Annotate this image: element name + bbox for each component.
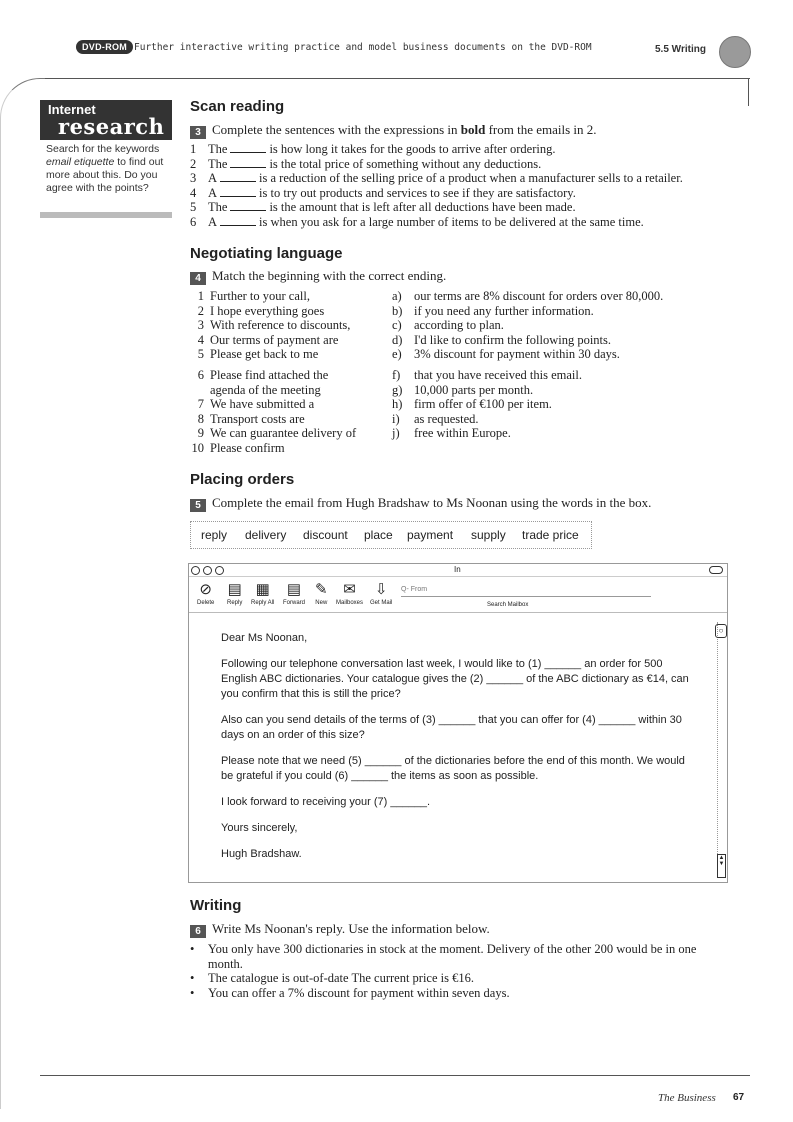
exercise-5-instruction bbox=[190, 495, 651, 512]
match-left: We can guarantee delivery of bbox=[210, 426, 357, 441]
writing-heading: Writing bbox=[190, 897, 242, 914]
bullet-icon: • bbox=[190, 942, 195, 956]
tool-label: Mailboxes bbox=[336, 600, 364, 606]
item-start: A bbox=[208, 214, 218, 229]
match-left: With reference to discounts, bbox=[210, 318, 351, 333]
match-right: I'd like to confirm the following points. bbox=[414, 332, 612, 347]
item-number: 2 bbox=[190, 156, 197, 171]
mailboxes-icon: ✉ bbox=[343, 581, 356, 598]
match-left: Please find attached the bbox=[210, 368, 329, 382]
item-start: The bbox=[208, 142, 228, 156]
match-letter: d) bbox=[392, 332, 403, 347]
match-number: 5 bbox=[197, 347, 204, 362]
email-window bbox=[188, 563, 728, 883]
item-number: 6 bbox=[190, 214, 197, 229]
exercise-3-instruction bbox=[190, 122, 597, 139]
forward-button[interactable] bbox=[283, 580, 305, 606]
reply-button[interactable] bbox=[227, 580, 242, 606]
toolbar-toggle-icon[interactable] bbox=[709, 566, 723, 574]
internet-research-text bbox=[46, 143, 168, 195]
match-number: 1 bbox=[197, 289, 204, 303]
match-row bbox=[180, 318, 663, 333]
scroll-up-icon[interactable]: ○ bbox=[715, 624, 727, 638]
match-letter: f) bbox=[392, 368, 401, 382]
match-group-2 bbox=[180, 368, 582, 456]
sidebar-strip bbox=[40, 212, 172, 218]
window-title: In bbox=[454, 565, 461, 574]
match-number: 3 bbox=[197, 318, 204, 333]
match-right: firm offer of €100 per item. bbox=[414, 397, 552, 412]
scroll-arrows-icon[interactable]: ▲ ▼ bbox=[717, 854, 726, 878]
item-text: is how long it takes for the goods to arrive after ordering. bbox=[269, 142, 556, 156]
match-right: 10,000 parts per month. bbox=[414, 382, 534, 397]
list-item bbox=[190, 200, 683, 215]
match-left: I hope everything goes bbox=[210, 303, 325, 318]
match-row bbox=[180, 347, 663, 362]
writing-bullets bbox=[190, 942, 730, 1000]
bullet-text: You can offer a 7% discount for payment within seven days. bbox=[208, 985, 510, 1000]
word-item: reply bbox=[201, 528, 228, 542]
match-row bbox=[180, 289, 663, 304]
item-start: A bbox=[208, 185, 218, 200]
item-text: is the total price of something without any deductions. bbox=[269, 156, 542, 171]
reply-all-icon: ▦ bbox=[255, 581, 270, 598]
negotiating-heading: Negotiating language bbox=[190, 245, 343, 262]
match-left: Our terms of payment are bbox=[210, 332, 339, 347]
list-item bbox=[190, 142, 683, 157]
email-salutation: Dear Ms Noonan, bbox=[221, 632, 308, 644]
word-item: delivery bbox=[245, 528, 287, 542]
bullet-text: The catalogue is out-of-date The current price is €16. bbox=[208, 971, 474, 986]
exercise-6-instruction bbox=[190, 921, 490, 938]
search-mailbox-input[interactable]: Q- From bbox=[401, 586, 651, 597]
item-text: is the amount that is left after all deductions have been made. bbox=[269, 200, 576, 215]
get-mail-button[interactable] bbox=[370, 580, 392, 606]
minimize-window-icon[interactable] bbox=[203, 566, 212, 575]
page-number: 67 bbox=[733, 1092, 745, 1103]
match-row bbox=[180, 412, 582, 427]
match-number: 7 bbox=[197, 397, 204, 412]
bottom-rule bbox=[40, 1075, 750, 1076]
bullet-item bbox=[190, 942, 730, 971]
email-paragraph: Also can you send details of the terms of (3) ______ that you can offer for (4) ______ within 30 days on an order of this size? bbox=[221, 714, 682, 741]
tool-label: Delete bbox=[197, 600, 215, 606]
match-left: Please get back to me bbox=[210, 347, 319, 362]
match-right: according to plan. bbox=[414, 318, 504, 333]
placing-orders-heading: Placing orders bbox=[190, 471, 295, 488]
tool-label: Get Mail bbox=[370, 600, 393, 606]
match-letter: i) bbox=[392, 411, 400, 426]
page-margin-curve bbox=[0, 78, 45, 1109]
word-item: payment bbox=[407, 528, 454, 542]
exercise-4-instruction bbox=[190, 268, 446, 285]
sidebar-keyword: email etiquette bbox=[46, 156, 115, 168]
match-right: our terms are 8% discount for orders over 80,000. bbox=[414, 289, 664, 303]
match-row bbox=[180, 441, 582, 456]
match-number: 6 bbox=[197, 368, 204, 382]
answer-blank[interactable] bbox=[230, 157, 266, 168]
tool-label: Reply bbox=[227, 600, 243, 606]
answer-blank[interactable] bbox=[220, 186, 256, 197]
match-right: if you need any further information. bbox=[414, 303, 594, 318]
match-number: 8 bbox=[197, 411, 204, 426]
list-item bbox=[190, 157, 683, 172]
tool-label: Reply All bbox=[251, 600, 275, 606]
match-left: Please confirm bbox=[210, 440, 285, 455]
forward-icon: ▤ bbox=[286, 581, 302, 598]
close-window-icon[interactable] bbox=[191, 566, 200, 575]
item-start: The bbox=[208, 200, 228, 215]
list-item bbox=[190, 186, 683, 201]
instr-pre: Complete the sentences with the expressions in bbox=[212, 122, 461, 137]
match-row bbox=[180, 426, 582, 441]
instr-text: Write Ms Noonan's reply. Use the information below. bbox=[212, 921, 490, 936]
tool-label: Forward bbox=[283, 600, 306, 606]
word-item: discount bbox=[303, 528, 348, 542]
item-number: 4 bbox=[190, 185, 197, 200]
list-item bbox=[190, 215, 683, 230]
match-letter: c) bbox=[392, 318, 402, 333]
exercise-number: 5 bbox=[190, 499, 206, 512]
bullet-text: You only have 300 dictionaries in stock at the moment. Delivery of the other 200 would be in one month. bbox=[207, 942, 697, 971]
internet-research-title-top: Internet bbox=[48, 102, 96, 117]
match-right: as requested. bbox=[414, 411, 479, 426]
match-row bbox=[180, 333, 663, 348]
match-number: 4 bbox=[197, 332, 204, 347]
email-paragraph: Following our telephone conversation last week, I would like to (1) ______ an order for 500 English ABC dictionaries. Your catalogue gives the (2) ______ of the ABC dictionary as €14, can you confirm that this is still the price? bbox=[221, 658, 689, 700]
email-body bbox=[221, 631, 691, 873]
instr-text: Match the beginning with the correct ending. bbox=[212, 268, 447, 283]
match-row bbox=[180, 383, 582, 398]
word-item: trade price bbox=[522, 528, 579, 542]
sidebar-text-3: to find out more about this. Do you agree with the points? bbox=[46, 156, 164, 194]
bullet-item bbox=[190, 986, 730, 1001]
email-closing: Yours sincerely, bbox=[221, 822, 298, 834]
bullet-icon: • bbox=[190, 971, 195, 986]
reply-all-button[interactable] bbox=[251, 580, 274, 606]
bullet-icon: • bbox=[190, 985, 195, 1000]
scrollbar[interactable] bbox=[717, 622, 724, 874]
right-rule bbox=[748, 78, 749, 106]
email-paragraph: I look forward to receiving your (7) ______. bbox=[221, 796, 431, 808]
email-signature: Hugh Bradshaw. bbox=[221, 848, 302, 860]
delete-button[interactable] bbox=[197, 580, 214, 606]
email-paragraph: Please note that we need (5) ______ of the dictionaries before the end of this month. We would be grateful if you could (6) ______ the items as soon as possible. bbox=[221, 755, 685, 782]
window-title-bar bbox=[189, 564, 727, 577]
section-label: 5.5 Writing bbox=[655, 44, 706, 55]
item-number: 3 bbox=[190, 171, 197, 186]
match-letter: e) bbox=[392, 347, 402, 362]
list-item bbox=[190, 171, 683, 186]
match-letter: j) bbox=[392, 426, 400, 441]
answer-blank[interactable] bbox=[230, 200, 266, 211]
match-letter: a) bbox=[392, 289, 402, 303]
item-text: is a reduction of the selling price of a product when a manufacturer sells to a retailer. bbox=[259, 171, 683, 186]
match-letter bbox=[392, 441, 414, 456]
match-group-1 bbox=[180, 289, 663, 362]
reply-icon: ▤ bbox=[227, 581, 242, 598]
dvd-rom-badge: DVD-ROM bbox=[76, 40, 133, 54]
compose-icon: ✎ bbox=[315, 581, 328, 598]
search-mailbox-label: Search Mailbox bbox=[487, 602, 529, 608]
match-number: 9 bbox=[197, 426, 204, 441]
item-start: The bbox=[208, 156, 228, 171]
header-tagline: Further interactive writing practice and model business documents on the DVD-ROM bbox=[134, 42, 592, 53]
tool-label: New bbox=[315, 600, 328, 606]
word-item: supply bbox=[471, 528, 506, 542]
new-message-button[interactable] bbox=[315, 580, 328, 606]
sidebar-text-1: Search for the keywords bbox=[46, 143, 160, 155]
match-letter: g) bbox=[392, 382, 403, 397]
match-right: 3% discount for payment within 30 days. bbox=[414, 347, 620, 362]
match-left: Further to your call, bbox=[210, 289, 310, 303]
item-text: is to try out products and services to see if they are satisfactory. bbox=[259, 185, 576, 200]
item-number: 1 bbox=[190, 142, 197, 156]
mail-toolbar bbox=[189, 578, 727, 613]
answer-blank[interactable] bbox=[220, 215, 256, 226]
instr-bold: bold bbox=[460, 122, 486, 137]
match-left: We have submitted a bbox=[210, 397, 315, 412]
exercise-number: 6 bbox=[190, 925, 206, 938]
exercise-number: 4 bbox=[190, 272, 206, 285]
internet-research-box bbox=[40, 100, 172, 140]
instr-post: from the emails in 2. bbox=[485, 122, 597, 137]
window-controls bbox=[189, 568, 225, 577]
delete-icon: ⊘ bbox=[199, 581, 212, 598]
exercise-number: 3 bbox=[190, 126, 206, 139]
answer-blank[interactable] bbox=[220, 171, 256, 182]
match-left: Transport costs are bbox=[210, 411, 305, 426]
match-right: that you have received this email. bbox=[414, 368, 582, 382]
item-start: A bbox=[208, 171, 218, 186]
footer-brand: The Business bbox=[658, 1092, 716, 1104]
section-tab-circle bbox=[719, 36, 751, 68]
get-mail-icon: ⇩ bbox=[374, 581, 388, 598]
instr-text: Complete the email from Hugh Bradshaw to Ms Noonan using the words in the box. bbox=[212, 495, 652, 510]
bullet-item bbox=[190, 971, 730, 986]
internet-research-title-bottom: research bbox=[58, 114, 165, 139]
match-row bbox=[180, 368, 582, 383]
match-left: agenda of the meeting bbox=[210, 382, 321, 397]
answer-blank[interactable] bbox=[230, 142, 266, 153]
match-right: free within Europe. bbox=[414, 426, 511, 441]
match-number: 2 bbox=[197, 303, 204, 318]
scan-reading-list bbox=[190, 142, 683, 230]
match-number bbox=[180, 383, 210, 398]
match-number: 10 bbox=[191, 440, 204, 455]
scan-reading-heading: Scan reading bbox=[190, 98, 285, 115]
top-rule bbox=[40, 78, 750, 79]
match-letter: h) bbox=[392, 397, 403, 412]
word-item: place bbox=[364, 528, 393, 542]
match-row bbox=[180, 397, 582, 412]
mailboxes-button[interactable] bbox=[336, 580, 363, 606]
zoom-window-icon[interactable] bbox=[215, 566, 224, 575]
match-letter: b) bbox=[392, 303, 403, 318]
item-number: 5 bbox=[190, 200, 197, 215]
item-text: is when you ask for a large number of items to be delivered at the same time. bbox=[259, 214, 644, 229]
word-box bbox=[190, 521, 592, 549]
match-row bbox=[180, 304, 663, 319]
